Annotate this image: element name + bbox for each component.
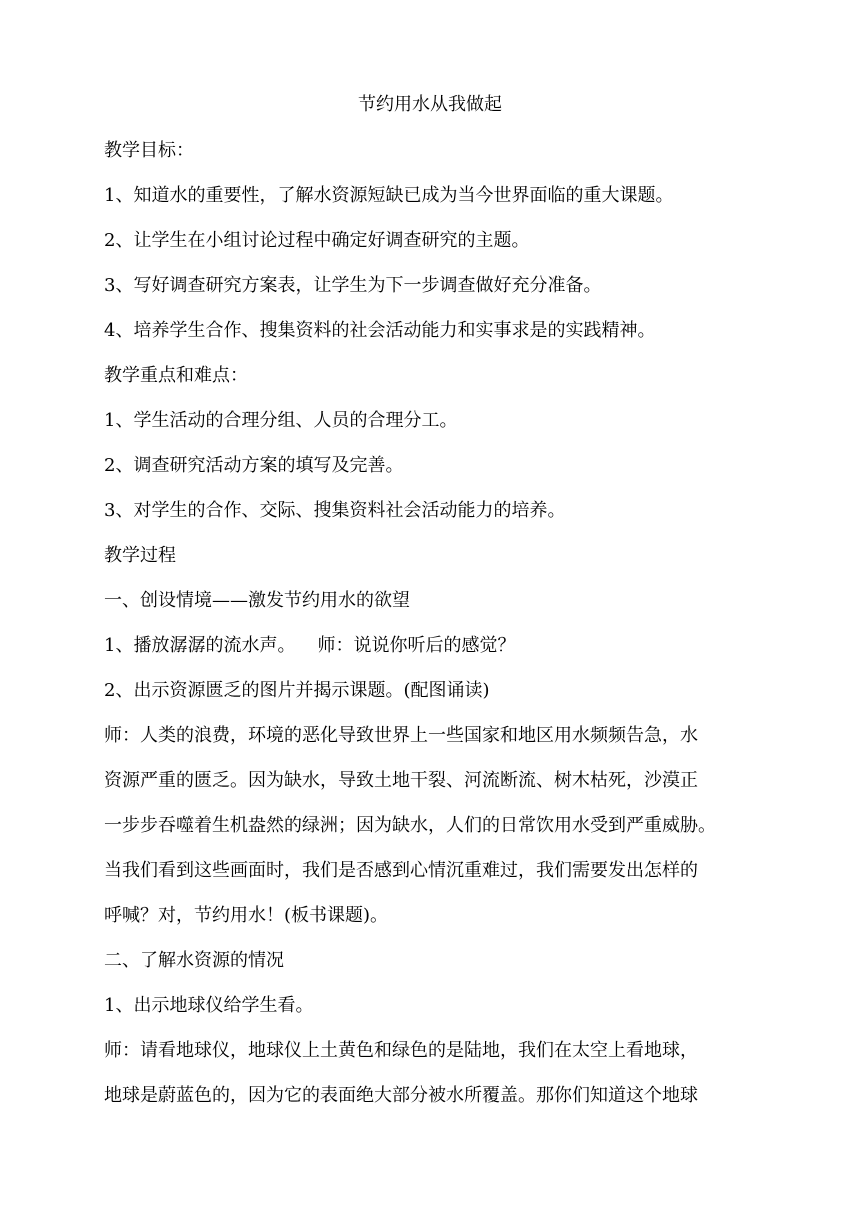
paragraph-line: 呼喊？对，节约用水！(板书课题)。 xyxy=(104,905,389,926)
document-title: 节约用水从我做起 xyxy=(358,94,502,115)
objective-item: 1、知道水的重要性，了解水资源短缺已成为当今世界面临的重大课题。 xyxy=(104,185,674,206)
process-line: 2、出示资源匮乏的图片并揭示课题。(配图诵读) xyxy=(104,680,490,701)
process-line-part: 1、播放潺潺的流水声。 xyxy=(104,635,296,656)
process-step-heading: 一、创设情境——激发节约用水的欲望 xyxy=(104,590,410,611)
key-point-item: 1、学生活动的合理分组、人员的合理分工。 xyxy=(104,410,458,431)
objective-item: 4、培养学生合作、搜集资料的社会活动能力和实事求是的实践精神。 xyxy=(104,320,656,341)
section-heading-key-points: 教学重点和难点： xyxy=(104,365,248,386)
process-line: 1、出示地球仪给学生看。 xyxy=(104,995,314,1016)
process-line xyxy=(104,634,784,658)
paragraph-line: 师：人类的浪费，环境的恶化导致世界上一些国家和地区用水频频告急，水 xyxy=(104,725,698,746)
paragraph-line: 地球是蔚蓝色的，因为它的表面绝大部分被水所覆盖。那你们知道这个地球 xyxy=(104,1085,698,1106)
key-point-item: 3、对学生的合作、交际、搜集资料社会活动能力的培养。 xyxy=(104,500,566,521)
section-heading-objectives: 教学目标： xyxy=(104,140,194,161)
paragraph-line: 当我们看到这些画面时，我们是否感到心情沉重难过，我们需要发出怎样的 xyxy=(104,860,698,881)
section-heading-process: 教学过程 xyxy=(104,545,176,566)
paragraph-line: 师：请看地球仪，地球仪上土黄色和绿色的是陆地，我们在太空上看地球， xyxy=(104,1040,698,1061)
objective-item: 3、写好调查研究方案表，让学生为下一步调查做好充分准备。 xyxy=(104,275,602,296)
objective-item: 2、让学生在小组讨论过程中确定好调查研究的主题。 xyxy=(104,230,530,251)
paragraph-line: 一步步吞噬着生机盎然的绿洲；因为缺水，人们的日常饮用水受到严重威胁。 xyxy=(104,815,716,836)
paragraph-line: 资源严重的匮乏。因为缺水，导致土地干裂、河流断流、树木枯死，沙漠正 xyxy=(104,770,698,791)
process-line-part: 师：说说你听后的感觉？ xyxy=(317,635,516,656)
process-step-heading: 二、了解水资源的情况 xyxy=(104,950,284,971)
key-point-item: 2、调查研究活动方案的填写及完善。 xyxy=(104,455,404,476)
